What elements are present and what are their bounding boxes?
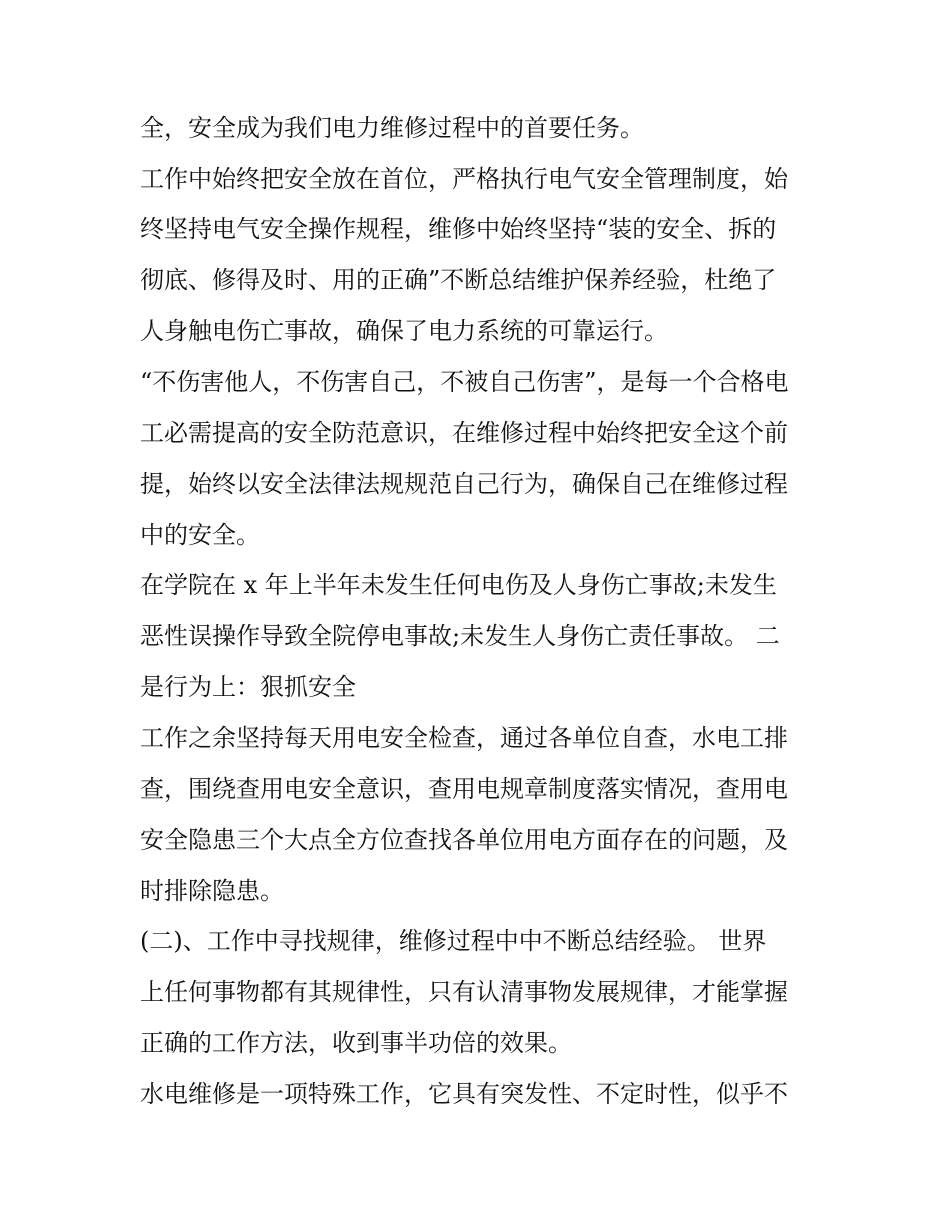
text-line: 在学院在 x 年上半年未发生任何电伤及人身伤亡事故;未发生 — [140, 571, 777, 599]
text-line: 恶性误操作导致全院停电事故;未发生人身伤亡责任事故。 二 — [140, 622, 780, 650]
text-line: 工必需提高的安全防范意识，在维修过程中始终把安全这个前 — [140, 419, 788, 447]
text-line: 查，围绕查用电安全意识，查用电规章制度落实情况，查用电 — [140, 775, 788, 803]
text-line: 上任何事物都有其规律性，只有认清事物发展规律，才能掌握 — [140, 978, 788, 1006]
text-line: 正确的工作方法，收到事半功倍的效果。 — [140, 1029, 572, 1057]
text-line: 工作之余坚持每天用电安全检查，通过各单位自查，水电工排 — [140, 724, 788, 752]
text-line: 提，始终以安全法律法规规范自己行为，确保自己在维修过程 — [140, 470, 788, 498]
text-line: 是行为上：狠抓安全 — [140, 673, 356, 701]
text-line: 时排除隐患。 — [140, 877, 284, 905]
text-line: 安全隐患三个大点全方位查找各单位用电方面存在的问题，及 — [140, 826, 788, 854]
text-line: 全，安全成为我们电力维修过程中的首要任务。 — [140, 114, 644, 142]
text-line: 水电维修是一项特殊工作，它具有突发性、不定时性，似乎不 — [140, 1080, 788, 1108]
text-line: 彻底、修得及时、用的正确”不断总结维护保养经验，杜绝了 — [140, 266, 777, 294]
text-line: 人身触电伤亡事故，确保了电力系统的可靠运行。 — [140, 317, 668, 345]
text-line: 中的安全。 — [140, 521, 260, 549]
text-line: “不伤害他人，不伤害自己，不被自己伤害”，是每一个合格电 — [140, 368, 789, 396]
text-line: 终坚持电气安全操作规程，维修中始终坚持“装的安全、拆的 — [140, 215, 777, 243]
text-line: (二)、工作中寻找规律，维修过程中中不断总结经验。 世界 — [140, 927, 767, 955]
text-line: 工作中始终把安全放在首位，严格执行电气安全管理制度，始 — [140, 165, 788, 193]
